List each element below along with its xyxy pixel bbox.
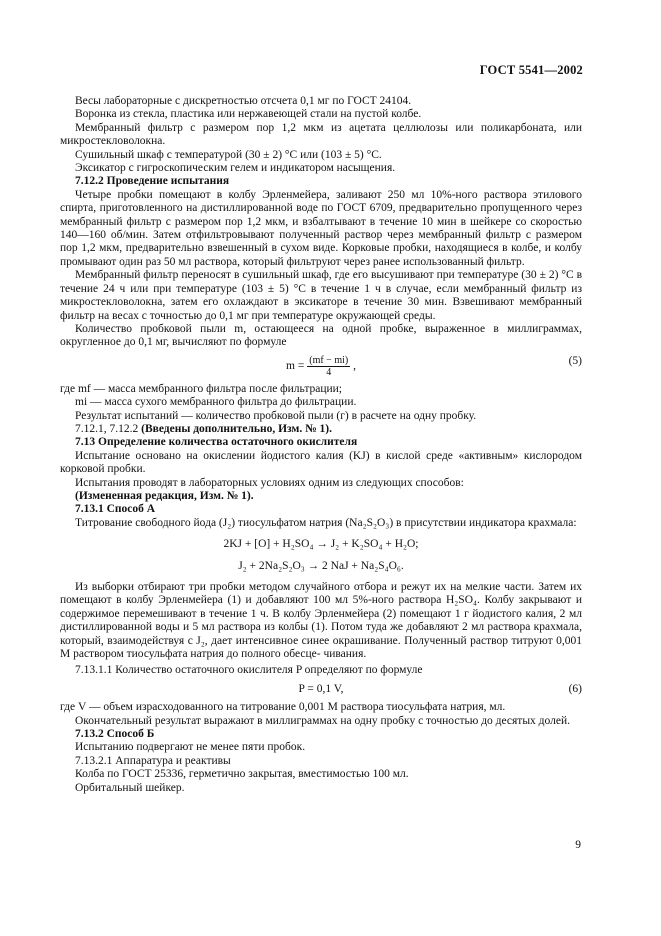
equipment-line-desiccator: Эксикатор с гигроскопическим гелем и индикатором насыщения. [75,162,396,175]
section-heading-7-13-1: 7.13.1 Способ А [75,503,156,516]
reaction-equation-2: J₂ + 2Na₂S₂O₃ → 2 NaJ + Na₂S₄O₆. [238,559,404,572]
paragraph-method-a-2: Из выборки отбирают три пробки методом случайного отбора и режут их на мелкие части. Затем их помещают в колбу Эрленмейера (1) и добавляют 100 мл 5%-ного раствора H₂SO₄. Колбу закрывают и содержимое перемешивают в течение 1 ч. В колбу Эрленмейера (2) помещают 1 г йодистого калия, 2 мл дистиллированной воды и 5 мл раствора из колбы (1). Потом туда же добавляют 2 мл раствора крахмала, который, взаимодействуя с J₂, дает интенсивное синее окрашивание. Полученный раствор титруют 0,001 М раствором тиосульфата натрия до полного обесце- чивания. [60,581,582,661]
formula-5-denominator: 4 [326,366,332,378]
where-mi-line: mi — масса сухого мембранного фильтра до фильтрации. [75,396,357,409]
section-heading-7-13: 7.13 Определение количества остаточного окислителя [75,436,358,449]
where-v-line: где V — объем израсходованного на титрование 0,001 М раствора тиосульфата натрия, мл. [60,701,506,714]
amendment-ref: 7.12.1, 7.12.2 [75,422,139,435]
formula-5-lhs: m = [286,359,305,372]
formula-6-body: P = 0,1 V, [298,682,344,695]
amendment-note-1 [60,423,582,436]
paragraph-oxidizer-1: Испытание основано на окислении йодистого калия (KJ) в кислой среде «активным» кислородом корковой пробки. [60,449,582,476]
formula-5-number: (5) [568,354,582,367]
section-heading-7-13-2: 7.13.2 Способ Б [75,728,155,741]
paragraph-procedure-3: Количество пробковой пыли m, остающееся на одной пробке, выраженное в миллиграммах, округленное до 0,1 мг, вычисляют по формуле [60,322,582,349]
equipment-line-flask: Колба по ГОСТ 25336, герметично закрытая, вместимостью 100 мл. [75,768,409,781]
where-mf-line: где mf — масса мембранного фильтра после фильтрации; [60,382,342,395]
paragraph-procedure-1: Четыре пробки помещают в колбу Эрленмейера, заливают 250 мл 10%-ного раствора этилового спирта, приготовленного на дистиллированной воде по ГОСТ 6709, предварительно пропущенного через мембранный фильтр с размером пор 1,2 мкм, и взбалтывают в течение 10 мин в шейкере со скоростью 140—160 об/мин. Затем отфильтровывают полученный раствор через мембранный фильтр с размером пор 1,2 мкм, предварительно взвешенный в сухом виде. Корковые пробки, находящиеся в колбе, и колбу промывают один раз 50 мл раствора, который фильтруют через ранее использованный фильтр. [60,188,582,268]
document-header: ГОСТ 5541—2002 [479,63,583,77]
equipment-line-shaker: Орбитальный шейкер. [75,781,185,794]
equipment-line-scales: Весы лабораторные с дискретностью отсчета 0,1 мг по ГОСТ 24104. [75,95,412,107]
formula-5-tail: , [353,359,356,372]
formula-6-number: (6) [568,682,582,695]
formula-5-numerator: (mf − mi) [309,354,349,366]
amendment-text: (Введены дополнительно, Изм. № 1). [141,422,332,435]
paragraph-method-a-1: Титрование свободного йода (J₂) тиосульфатом натрия (Na₂S₂O₃) в присутствии индикатора крахмала: [75,516,577,529]
paragraph-procedure-2: Мембранный фильтр переносят в сушильный шкаф, где его высушивают при температуре (30 ± 2) °С в течение 24 ч или при температуре (103 ± 5) °С в течение 1 ч в случае, если мембранный фильтр из микростекловолокна, затем его охлаждают в эксикаторе в течение 30 мин. Взвешивают мембранный фильтр на весах с точностью до 0,1 мг при температуре окружающей среды. [60,269,582,322]
equipment-line-drying-oven: Сушильный шкаф с температурой (30 ± 2) °С или (103 ± 5) °С. [75,148,382,161]
reaction-equation-1: 2KJ + [O] + H₂SO₄ → J₂ + K₂SO₄ + H₂O; [223,538,419,551]
paragraph-oxidizer-2: Испытания проводят в лабораторных условиях одним из следующих способов: [75,476,464,489]
final-result-line: Окончательный результат выражают в миллиграммах на одну пробку с точностью до десятых долей. [75,714,570,727]
amendment-note-2: (Измененная редакция, Изм. № 1). [75,489,254,502]
page-body [60,95,582,795]
paragraph-method-b: Испытанию подвергают не менее пяти пробок. [75,741,306,754]
result-line: Результат испытаний — количество пробковой пыли (г) в расчете на одну пробку. [75,409,477,422]
formula-5-fraction [307,355,350,378]
formula-5 [60,355,582,378]
section-heading-7-12-2: 7.12.2 Проведение испытания [75,175,230,188]
paragraph-7-13-2-1: 7.13.2.1 Аппаратура и реактивы [75,754,231,767]
equipment-line-membrane-filter: Мембранный фильтр с размером пор 1,2 мкм из ацетата целлюлозы или поликарбоната, или микростекловолокна. [60,121,582,148]
formula-6 [60,683,582,696]
equipment-line-funnel: Воронка из стекла, пластика или нержавеющей стали на пустой колбе. [75,108,422,121]
paragraph-7-13-1-1: 7.13.1.1 Количество остаточного окислителя P определяют по формуле [75,664,423,677]
page-number: 9 [575,838,581,851]
